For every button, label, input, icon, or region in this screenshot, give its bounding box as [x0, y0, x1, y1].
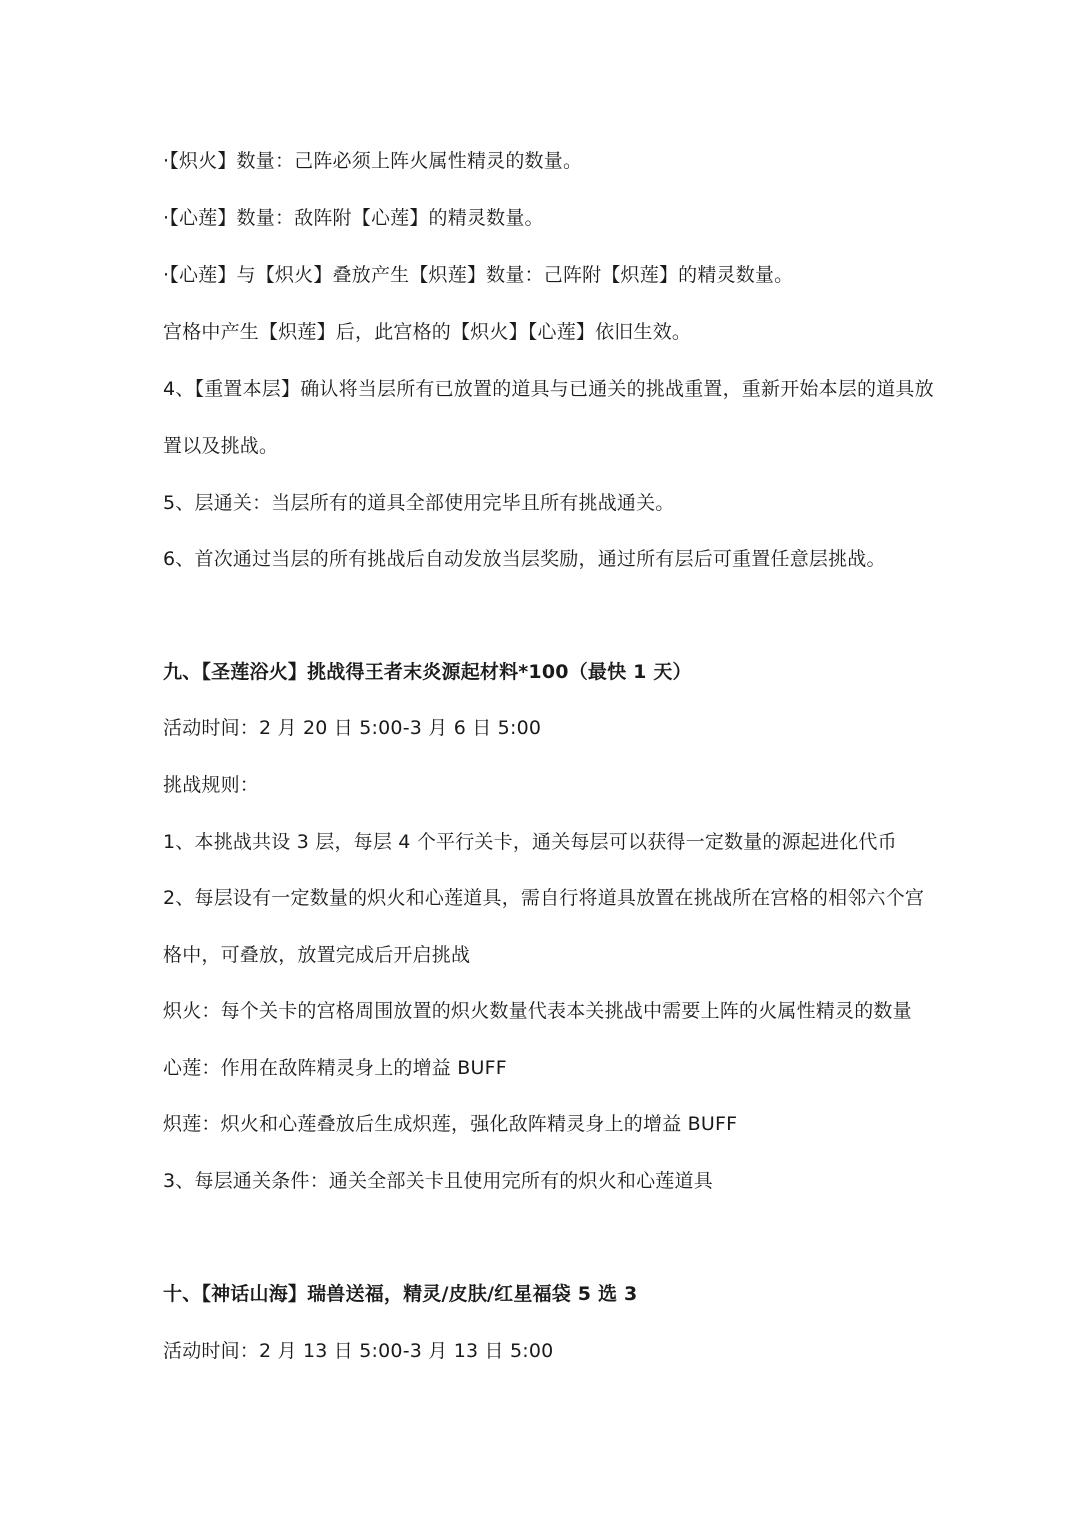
bullet-fire-count: ·【炽火】数量：己阵必须上阵火属性精灵的数量。 — [163, 150, 583, 172]
item4-reset-line2: 置以及挑战。 — [163, 435, 279, 457]
section9-rule1: 1、本挑战共设 3 层，每层 4 个平行关卡，通关每层可以获得一定数量的源起进化代币 — [163, 831, 897, 853]
section9-rule3: 3、每层通关条件：通关全部关卡且使用完所有的炽火和心莲道具 — [163, 1170, 713, 1192]
section9-fire-desc: 炽火：每个关卡的宫格周围放置的炽火数量代表本关挑战中需要上阵的火属性精灵的数量 — [163, 1000, 912, 1022]
section9-blaze-desc: 炽莲：炽火和心莲叠放后生成炽莲，强化敌阵精灵身上的增益 BUFF — [163, 1113, 738, 1135]
section10-heading: 十、【神话山海】瑞兽送福，精灵/皮肤/红星福袋 5 选 3 — [163, 1283, 638, 1305]
section9-rule2-line2: 格中，可叠放，放置完成后开启挑战 — [163, 944, 471, 966]
item4-reset-line1: 4、【重置本层】确认将当层所有已放置的道具与已通关的挑战重置，重新开始本层的道具放 — [163, 378, 934, 400]
bullet-lotus-count: ·【心莲】数量：敌阵附【心莲】的精灵数量。 — [163, 207, 544, 229]
item6-first-clear-reward: 6、首次通过当层的所有挑战后自动发放当层奖励，通过所有层后可重置任意层挑战。 — [163, 548, 886, 570]
section9-rule2-line1: 2、每层设有一定数量的炽火和心莲道具，需自行将道具放置在挑战所在宫格的相邻六个宫 — [163, 887, 925, 909]
item5-layer-clear: 5、层通关：当层所有的道具全部使用完毕且所有挑战通关。 — [163, 492, 675, 514]
section10-event-time: 活动时间：2 月 13 日 5:00-3 月 13 日 5:00 — [163, 1340, 554, 1362]
bullet-stack-count: ·【心莲】与【炽火】叠放产生【炽莲】数量：己阵附【炽莲】的精灵数量。 — [163, 264, 794, 286]
section9-rules-label: 挑战规则： — [163, 774, 260, 796]
section9-heading: 九、【圣莲浴火】挑战得王者末炎源起材料*100（最快 1 天） — [163, 661, 692, 683]
section9-event-time: 活动时间：2 月 20 日 5:00-3 月 6 日 5:00 — [163, 717, 542, 739]
section9-lotus-desc: 心莲：作用在敌阵精灵身上的增益 BUFF — [163, 1057, 507, 1079]
note-grid-effect: 宫格中产生【炽莲】后，此宫格的【炽火】【心莲】依旧生效。 — [163, 321, 692, 343]
